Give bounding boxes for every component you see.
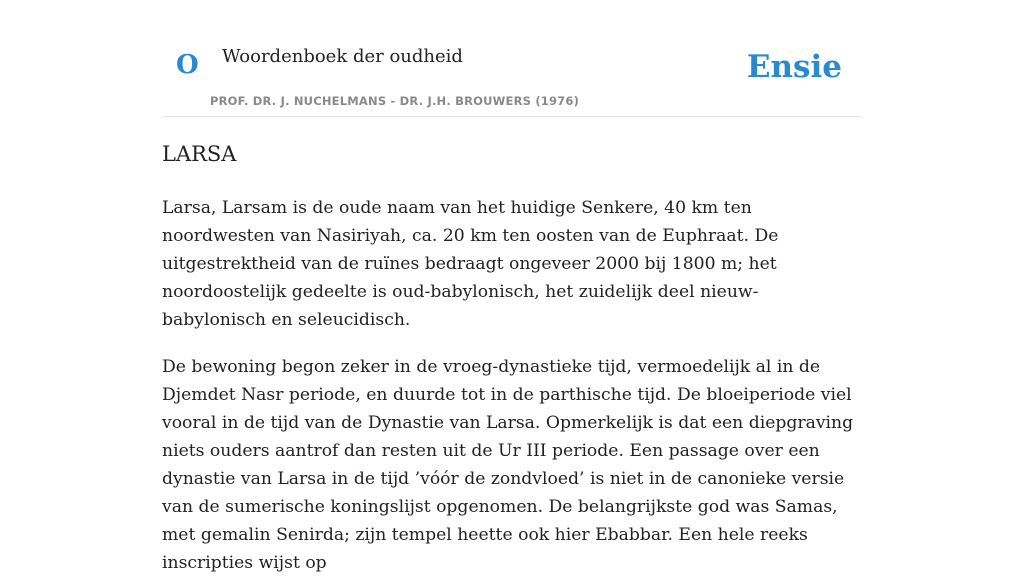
- entry-paragraph: De bewoning begon zeker in de vroeg-dynastieke tijd, vermoedelijk al in de Djemdet Nasr periode, en duurde tot in de parthische tijd. De bloeiperiode viel vooral in de tijd van de Dynastie van Larsa. Opmerkelijk is dat een diepgraving niets ouders aantrof dan resten uit de Ur III periode. Een passage over een dynastie van Larsa in de tijd ’vóór de zondvloed’ is niet in de canonieke versie van de sumerische koningslijst opgenomen. De belangrijkste god was Samas, met gemalin Senirda; zijn tempel heette ook hier Ebabbar. Een hele reeks inscripties wijst op: [162, 357, 854, 573]
- entry-article: [162, 138, 862, 577]
- book-title[interactable]: Woordenboek der oudheid: [222, 46, 463, 67]
- dictionary-header: [162, 0, 862, 117]
- ensie-logo-link[interactable]: Ensie: [746, 49, 842, 85]
- book-letter[interactable]: O: [176, 50, 199, 80]
- entry-paragraph: Larsa, Larsam is de oude naam van het huidige Senkere, 40 km ten noordwesten van Nasiriyah, ca. 20 km ten oosten van de Euphraat. De uitgestrektheid van de ruïnes bedraagt ongeveer 2000 bij 1800 m; het noordoostelijk gedeelte is oud-babylonisch, het zuidelijk deel nieuw-babylonisch en seleucidisch.: [162, 198, 779, 330]
- book-authors: PROF. DR. J. NUCHELMANS - DR. J.H. BROUWERS (1976): [210, 94, 580, 108]
- entry-title: LARSA: [162, 142, 237, 166]
